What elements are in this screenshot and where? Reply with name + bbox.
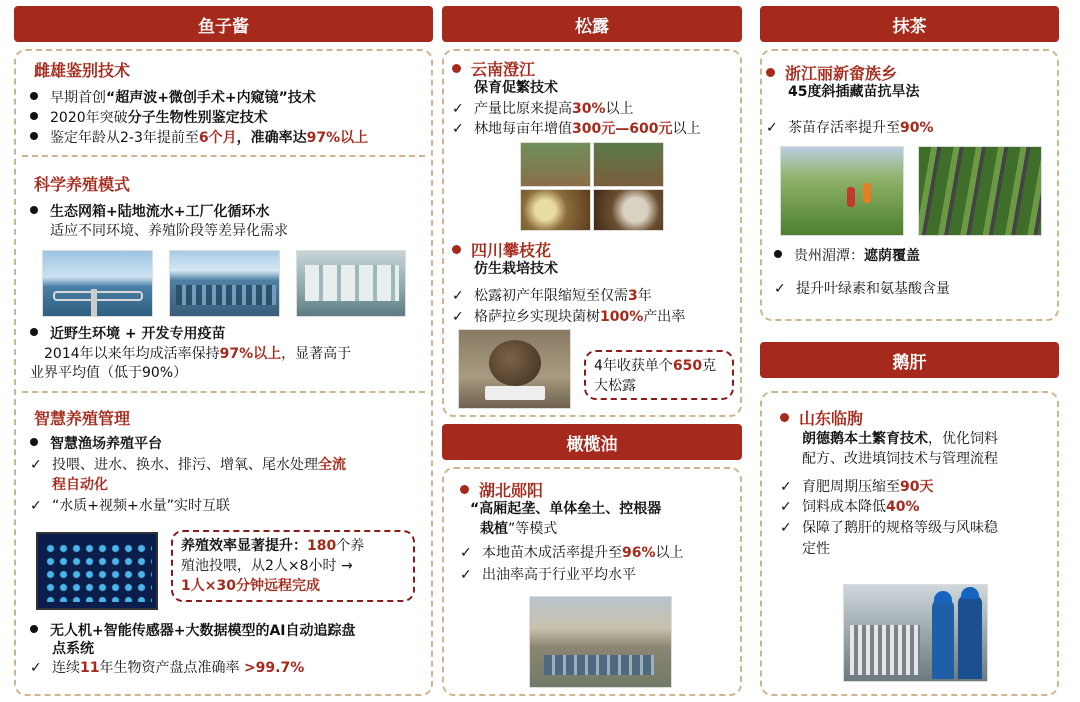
check-icon: ✓ [780, 479, 792, 495]
caviar-s3-line3: 程自动化 [52, 477, 108, 493]
photo-factory-pool [296, 250, 406, 317]
bullet-icon [30, 328, 38, 336]
matcha-line1: ✓ 茶苗存活率提升至90% [766, 120, 934, 136]
caviar-header: 鱼子酱 [14, 6, 433, 42]
foiegras-line2: 配方、改进填饲技术与管理流程 [802, 451, 998, 467]
foiegras-loc: 山东临朐 [780, 406, 863, 429]
photo-water-farm [169, 250, 280, 317]
olive-line4: ✓ 出油率高于行业平均水平 [460, 567, 636, 583]
check-icon: ✓ [774, 281, 786, 297]
caviar-s2-line1: 生态网箱+陆地流水+工厂化循环水 [30, 203, 269, 222]
bullet-icon [30, 132, 38, 140]
location-dot-icon [766, 68, 775, 77]
matcha-line2: 贵州湄潭：遮荫覆盖 [774, 247, 920, 266]
check-icon: ✓ [30, 660, 42, 676]
check-icon: ✓ [766, 120, 778, 136]
photo-big-truffle [458, 329, 571, 409]
bullet-icon [774, 250, 782, 258]
photo-forest-2 [593, 142, 664, 187]
caviar-s2-line4: 2014年以来年均成活率保持97%以上，显著高于 [44, 346, 352, 362]
photo-olive-farm [529, 596, 672, 688]
caviar-s3-line5: 无人机+智能传感器+大数据模型的AI自动追踪盘 [30, 622, 356, 641]
check-icon: ✓ [780, 499, 792, 515]
caviar-s1-line3: 鉴定年龄从2-3年提前至6个月，准确率达97%以上 [30, 129, 368, 148]
foiegras-line4: ✓ 饲料成本降低40% [780, 499, 920, 515]
caviar-s3-line6: 点系统 [52, 641, 94, 657]
bullet-icon [30, 206, 38, 214]
caviar-s2-line3: 近野生环境 + 开发专用疫苗 [30, 325, 225, 344]
divider [22, 155, 425, 157]
check-icon: ✓ [30, 498, 42, 514]
bullet-icon [30, 625, 38, 633]
caviar-efficiency-callout: 养殖效率显著提升：180个养 殖池投喂，从2人×8小时 → 1人×30分钟远程完成 [171, 530, 415, 602]
caviar-s3-line2: ✓ 投喂、进水、换水、排污、增氧、尾水处理全流 [30, 457, 346, 473]
caviar-s3-line7: ✓ 连续11年生物资产盘点准确率 >99.7% [30, 660, 305, 676]
check-icon: ✓ [780, 520, 792, 536]
bullet-icon [30, 112, 38, 120]
foiegras-header: 鹅肝 [760, 342, 1059, 378]
caviar-s1-line1: 早期首创“超声波+微创手术+内窥镜”技术 [30, 89, 316, 108]
matcha-sub: 45度斜插藏苗抗旱法 [788, 84, 920, 100]
truffle-header: 松露 [442, 6, 742, 42]
location-dot-icon [460, 485, 469, 494]
photo-forest-1 [520, 142, 591, 187]
caviar-s3-line4: ✓ “水质+视频+水量”实时互联 [30, 498, 230, 514]
check-icon: ✓ [452, 288, 464, 304]
truffle-loc1: 云南澄江 [452, 57, 535, 80]
check-icon: ✓ [452, 121, 464, 137]
caviar-s1-title: 雌雄鉴别技术 [34, 61, 131, 80]
olive-line1: “高厢起垄、单体垒土、控根器 [470, 501, 662, 517]
truffle-line3: ✓ 松露初产年限缩短至仅需3年 [452, 288, 652, 304]
photo-tea-field-1 [780, 146, 904, 236]
location-dot-icon [780, 413, 789, 422]
matcha-header: 抹茶 [760, 6, 1059, 42]
truffle-line2: ✓ 林地每亩年增值300元—600元以上 [452, 121, 701, 137]
photo-truffle-2 [593, 189, 664, 231]
check-icon: ✓ [452, 101, 464, 117]
olive-line3: ✓ 本地苗木成活率提升至96%以上 [460, 545, 684, 561]
bullet-icon [30, 438, 38, 446]
check-icon: ✓ [452, 309, 464, 325]
photo-truffle-1 [520, 189, 591, 231]
truffle-sub1: 保育促繁技术 [474, 80, 558, 96]
foiegras-line3: ✓ 育肥周期压缩至90天 [780, 479, 934, 495]
truffle-sub2: 仿生栽培技术 [474, 261, 558, 277]
truffle-loc2: 四川攀枝花 [452, 238, 551, 261]
truffle-harvest-callout: 4年收获单个650克 大松露 [584, 350, 734, 400]
location-dot-icon [452, 245, 461, 254]
photo-monitoring-screen [36, 532, 158, 610]
caviar-s3-line1: 智慧渔场养殖平台 [30, 435, 162, 454]
caviar-s1-line2: 2020年突破分子生物性别鉴定技术 [30, 109, 268, 128]
olive-line2: 栽植”等模式 [480, 521, 558, 537]
foiegras-line6: 定性 [802, 541, 830, 557]
check-icon: ✓ [460, 567, 472, 583]
matcha-line3: ✓ 提升叶绿素和氨基酸含量 [774, 281, 950, 297]
caviar-s3-title: 智慧养殖管理 [34, 409, 131, 428]
foiegras-line5: ✓ 保障了鹅肝的规格等级与风味稳 [780, 520, 998, 536]
caviar-s2-line5: 业界平均值（低于90%） [30, 365, 188, 381]
check-icon: ✓ [460, 545, 472, 561]
bullet-icon [30, 92, 38, 100]
olive-loc: 湖北郧阳 [460, 478, 543, 501]
location-dot-icon [452, 64, 461, 73]
check-icon: ✓ [30, 457, 42, 473]
photo-tea-field-2 [918, 146, 1042, 236]
truffle-line4: ✓ 格萨拉乡实现块菌树100%产出率 [452, 309, 686, 325]
photo-goose-farm [843, 584, 988, 682]
caviar-s2-line2: 适应不同环境、养殖阶段等差异化需求 [50, 223, 288, 239]
photo-sea-cage [42, 250, 153, 317]
foiegras-line1: 朗德鹅本土繁育技术，优化饲料 [802, 431, 998, 447]
matcha-loc: 浙江丽新畲族乡 [766, 61, 897, 84]
truffle-line1: ✓ 产量比原来提高30%以上 [452, 101, 634, 117]
olive-header: 橄榄油 [442, 424, 742, 460]
divider [22, 391, 425, 393]
caviar-s2-title: 科学养殖模式 [34, 175, 131, 194]
